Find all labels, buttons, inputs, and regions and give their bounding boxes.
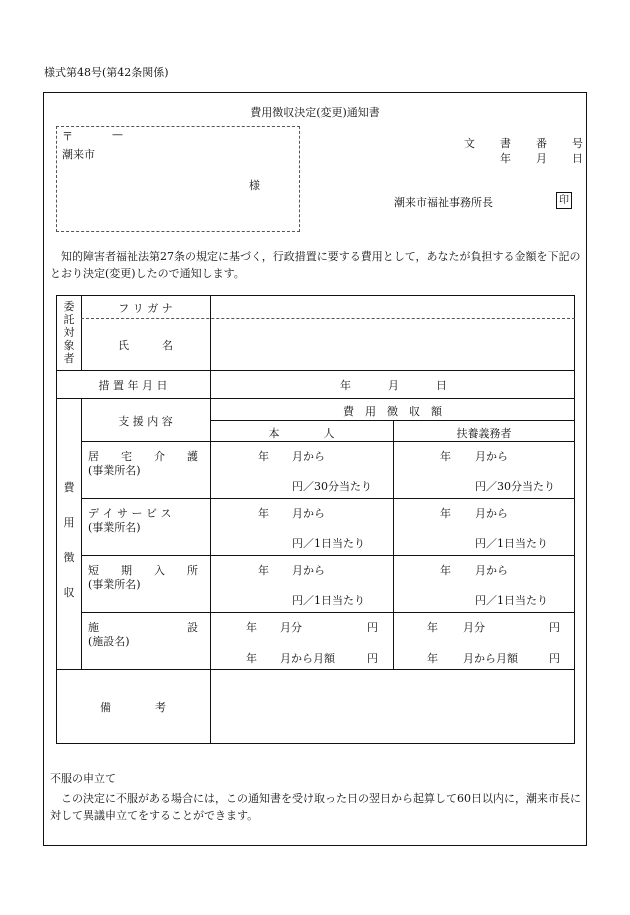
postal-dash: — <box>112 128 123 141</box>
seal-mark: 印 <box>556 192 572 209</box>
guardian-year-3: 年 <box>440 564 451 577</box>
doc-number-char-1: 文 <box>464 137 475 150</box>
fee-amount-label: 費 用 徴 収 額 <box>343 405 442 418</box>
address-city: 潮来市 <box>62 148 95 161</box>
self-rate-2: 円／1日当たり <box>292 537 365 550</box>
service-label-day-service: デ イ サ ー ビ ス <box>88 507 172 520</box>
table-line <box>81 555 575 556</box>
guardian-rate-2: 円／1日当たり <box>475 537 548 550</box>
self-rate-1: 円／30分当たり <box>292 480 372 493</box>
name-field[interactable] <box>210 320 574 368</box>
date-year: 年 <box>500 152 511 165</box>
guardian-facility-yen: 円 <box>549 621 560 634</box>
self-rate-3: 円／1日当たり <box>292 594 365 607</box>
table-line <box>393 420 394 670</box>
measure-date-day: 日 <box>436 379 447 392</box>
facility-label: 施 設 <box>88 621 198 634</box>
doc-number-char-3: 番 <box>536 137 547 150</box>
facility-sub: (施設名) <box>88 635 130 648</box>
self-year-3: 年 <box>258 564 269 577</box>
date-day: 日 <box>572 152 583 165</box>
guardian-month-1: 月から <box>475 450 508 463</box>
table-line <box>81 318 575 319</box>
subject-vertical-label: 委託対象者 <box>63 300 75 365</box>
self-facility-yen-2: 円 <box>367 652 378 665</box>
measure-date-month: 月 <box>388 379 399 392</box>
service-label-home-care: 居 宅 介 護 <box>88 450 198 463</box>
self-facility-yen: 円 <box>367 621 378 634</box>
table-border-top <box>56 295 575 296</box>
self-facility-month: 月分 <box>280 621 302 634</box>
guardian-facility-monthly: 月から月額 <box>463 652 518 665</box>
self-month-1: 月から <box>292 450 325 463</box>
furigana-field[interactable] <box>210 300 574 317</box>
doc-number-char-4: 号 <box>572 137 583 150</box>
postal-mark: 〒 <box>62 130 73 143</box>
table-line <box>56 370 575 371</box>
table-line <box>56 398 575 399</box>
guardian-month-2: 月から <box>475 507 508 520</box>
measure-date-year: 年 <box>340 379 351 392</box>
appeal-heading: 不服の申立て <box>50 772 116 785</box>
self-year-1: 年 <box>258 450 269 463</box>
self-facility-year: 年 <box>246 621 257 634</box>
service-sub-day-service: (事業所名) <box>88 521 141 534</box>
document-title: 費用徴収決定(変更)通知書 <box>250 106 380 119</box>
table-line <box>81 398 82 670</box>
table-border-left <box>56 295 57 744</box>
doc-number-char-2: 書 <box>500 137 511 150</box>
guardian-rate-3: 円／1日当たり <box>475 594 548 607</box>
guardian-facility-yen-2: 円 <box>549 652 560 665</box>
issuer-name: 潮来市福祉事務所長 <box>394 196 493 209</box>
service-sub-short-stay: (事業所名) <box>88 578 141 591</box>
remarks-label: 備 考 <box>100 701 166 714</box>
appeal-text: この決定に不服がある場合には，この通知書を受け取った日の翌日から起算して60日以内に，潮来市長に対して異議申立てをすることができます。 <box>50 792 581 822</box>
name-label: 氏 名 <box>118 339 173 352</box>
table-line <box>81 441 575 442</box>
table-line <box>81 612 575 613</box>
self-label: 本 人 <box>268 427 335 440</box>
guardian-year-1: 年 <box>440 450 451 463</box>
self-month-3: 月から <box>292 564 325 577</box>
collection-vertical-label: 費用徴収 <box>63 481 75 599</box>
furigana-label: フ リ ガ ナ <box>118 302 173 315</box>
guardian-month-3: 月から <box>475 564 508 577</box>
self-year-2: 年 <box>258 507 269 520</box>
table-line <box>56 669 575 670</box>
table-border-right <box>574 295 575 744</box>
self-month-2: 月から <box>292 507 325 520</box>
table-line <box>81 498 575 499</box>
table-border-bottom <box>56 743 575 744</box>
date-month: 月 <box>536 152 547 165</box>
support-content-label: 支 援 内 容 <box>118 415 173 428</box>
guardian-rate-1: 円／30分当たり <box>475 480 555 493</box>
measure-date-label: 措 置 年 月 日 <box>98 379 168 392</box>
guardian-facility-month: 月分 <box>463 621 485 634</box>
service-label-short-stay: 短 期 入 所 <box>88 564 198 577</box>
remarks-field[interactable] <box>211 671 574 742</box>
body-text: 知的障害者福祉法第27条の規定に基づく，行政措置に要する費用として，あなたが負担する金額を下記のとおり決定(変更)したので通知します。 <box>50 250 581 280</box>
table-line <box>210 420 575 421</box>
guardian-label: 扶養義務者 <box>456 427 512 440</box>
address-box <box>56 126 300 232</box>
self-facility-monthly: 月から月額 <box>280 652 335 665</box>
service-sub-home-care: (事業所名) <box>88 464 141 477</box>
guardian-facility-year-2: 年 <box>427 652 438 665</box>
form-number: 様式第48号(第42条関係) <box>44 66 169 79</box>
guardian-facility-year: 年 <box>427 621 438 634</box>
address-honorific: 様 <box>249 179 260 192</box>
guardian-year-2: 年 <box>440 507 451 520</box>
self-facility-year-2: 年 <box>246 652 257 665</box>
